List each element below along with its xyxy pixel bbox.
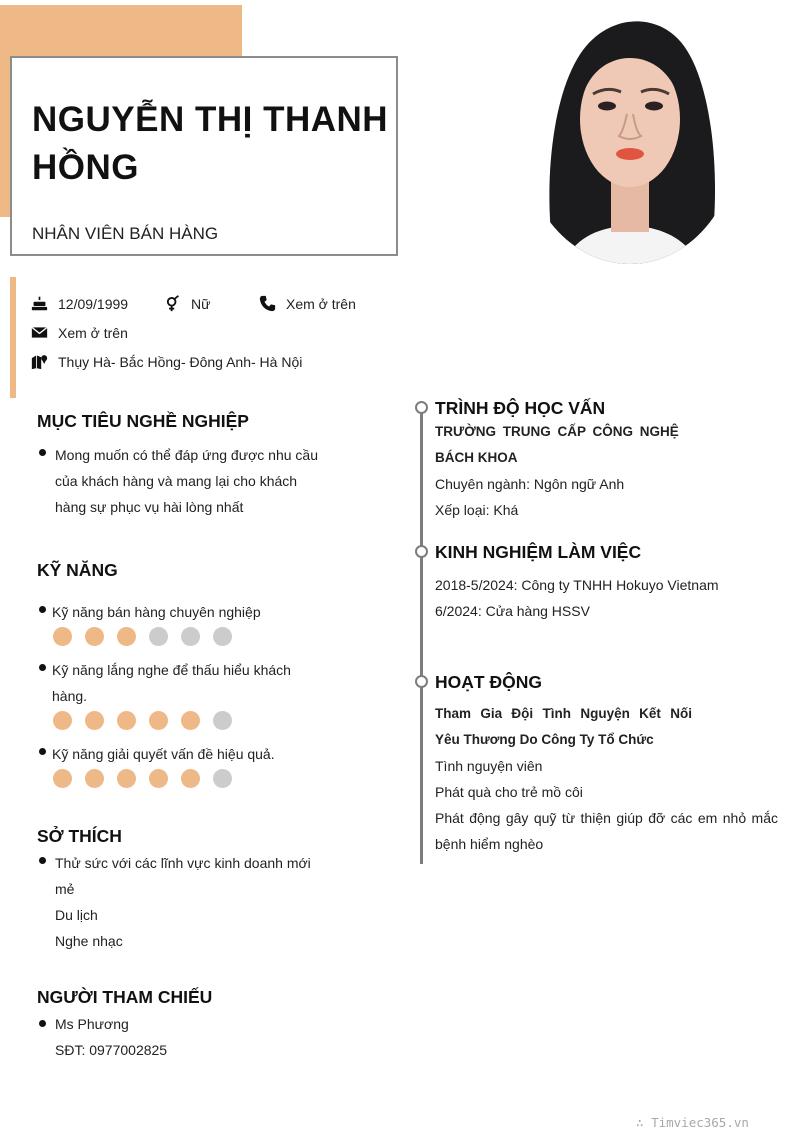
phone-row [259, 295, 356, 312]
skill-level-dot [213, 769, 232, 788]
experience-line: 2018-5/2024: Công ty TNHH Hokuyo Vietnam [435, 577, 719, 593]
gender-row [164, 295, 210, 312]
skill-level-dot [85, 711, 104, 730]
activity-line: Phát quà cho trẻ mồ côi [435, 784, 583, 800]
skill-level-dot [213, 627, 232, 646]
skill-item [52, 599, 322, 625]
gender-text: Nữ [191, 295, 211, 312]
activity-org: Tham Gia Đội Tình Nguyện Kết Nối [435, 706, 692, 721]
portrait-illustration [523, 14, 737, 264]
timeline-node-activities [415, 675, 428, 688]
skill-level-dot [117, 769, 136, 788]
name-line-2: HỒNG [32, 148, 139, 187]
skill-rating [53, 769, 232, 788]
experience-title: KINH NGHIỆM LÀM VIỆC [435, 542, 642, 562]
skill-level-dot [181, 627, 200, 646]
skill-bullet [39, 606, 46, 613]
activities-title: HOẠT ĐỘNG [435, 672, 542, 692]
footer-brand[interactable] [636, 1115, 749, 1130]
skill-level-dot [213, 711, 232, 730]
skills-title: KỸ NĂNG [37, 560, 118, 580]
activity-line: bệnh hiểm nghèo [435, 836, 544, 852]
references-text [55, 1011, 321, 1063]
skill-level-dot [85, 627, 104, 646]
brand-logo-icon: ∴ [636, 1115, 652, 1130]
education-grade: Xếp loại: Khá [435, 502, 519, 518]
name-line-1: NGUYỄN THỊ THANH [32, 100, 389, 139]
timeline-node-education [415, 401, 428, 414]
mail-icon [31, 324, 48, 341]
hobby-line: Thử sức với các lĩnh vực kinh doanh mới [55, 855, 311, 871]
references-bullet [39, 1020, 46, 1027]
activity-line: Tình nguyện viên [435, 758, 543, 774]
skill-bullet [39, 748, 46, 755]
skill-label: Kỹ năng bán hàng chuyên nghiệp [52, 604, 261, 620]
email-text: Xem ở trên [58, 324, 128, 341]
skill-level-dot [181, 711, 200, 730]
education-text [435, 419, 735, 523]
objective-line: Mong muốn có thể đáp ứng được nhu cầu [55, 447, 318, 463]
objective-title: MỤC TIÊU NGHỀ NGHIỆP [37, 411, 249, 431]
skill-level-dot [53, 769, 72, 788]
objective-line: của khách hàng và mang lại cho khách [55, 473, 298, 489]
experience-line: 6/2024: Cửa hàng HSSV [435, 603, 590, 619]
profile-photo [523, 14, 737, 264]
brand-text: Timviec365.vn [651, 1115, 749, 1130]
contact-accent-bar [10, 277, 16, 398]
skill-level-dot [149, 627, 168, 646]
skill-item [52, 741, 322, 767]
skill-item [52, 657, 322, 709]
skill-level-dot [85, 769, 104, 788]
skill-level-dot [53, 627, 72, 646]
hobby-line: Nghe nhạc [55, 933, 123, 949]
hobbies-title: SỞ THÍCH [37, 826, 122, 846]
hobbies-text [55, 850, 321, 954]
gender-icon [164, 295, 181, 312]
hobbies-bullet [39, 857, 46, 864]
objective-line: hàng sự phục vụ hài lòng nhất [55, 499, 244, 515]
skill-rating [53, 711, 232, 730]
skill-level-dot [53, 711, 72, 730]
skill-level-dot [117, 711, 136, 730]
name-box [10, 56, 398, 256]
reference-name: Ms Phương [55, 1016, 129, 1032]
education-title: TRÌNH ĐỘ HỌC VẤN [435, 398, 606, 418]
experience-text [435, 572, 780, 624]
skill-label: Kỹ năng lắng nghe để thấu hiểu khách [52, 662, 291, 678]
skill-level-dot [149, 711, 168, 730]
hobby-line: Du lịch [55, 907, 98, 923]
skill-label: Kỹ năng giải quyết vấn đề hiệu quả. [52, 746, 275, 762]
objective-bullet [39, 449, 46, 456]
skill-rating [53, 627, 232, 646]
skill-bullet [39, 664, 46, 671]
skill-label: hàng. [52, 688, 88, 704]
job-position: NHÂN VIÊN BÁN HÀNG [32, 224, 219, 243]
hobby-line: mẻ [55, 881, 75, 897]
references-title: NGƯỜI THAM CHIẾU [37, 987, 213, 1007]
birthday-text: 12/09/1999 [58, 295, 129, 312]
address-row [31, 353, 302, 370]
activities-text [435, 701, 778, 857]
skill-level-dot [117, 627, 136, 646]
skill-level-dot [149, 769, 168, 788]
school-name: BÁCH KHOA [435, 450, 518, 465]
school-name: TRƯỜNG TRUNG CẤP CÔNG NGHỆ [435, 424, 679, 439]
timeline-node-experience [415, 545, 428, 558]
cake-icon [31, 295, 48, 312]
objective-text [55, 442, 321, 520]
full-name [32, 96, 396, 192]
activity-line: Phát động gây quỹ từ thiện giúp đỡ các em nhỏ mắc [435, 810, 778, 826]
skill-level-dot [181, 769, 200, 788]
phone-text: Xem ở trên [286, 295, 356, 312]
map-pin-icon [31, 353, 48, 370]
address-text: Thụy Hà- Bắc Hồng- Đông Anh- Hà Nội [58, 353, 303, 370]
timeline-line [420, 411, 423, 864]
birthday-row [31, 295, 128, 312]
activity-org: Yêu Thương Do Công Ty Tổ Chức [435, 732, 654, 747]
phone-icon [259, 295, 276, 312]
reference-phone: SĐT: 0977002825 [55, 1042, 168, 1058]
education-major: Chuyên ngành: Ngôn ngữ Anh [435, 476, 625, 492]
email-row [31, 324, 128, 341]
